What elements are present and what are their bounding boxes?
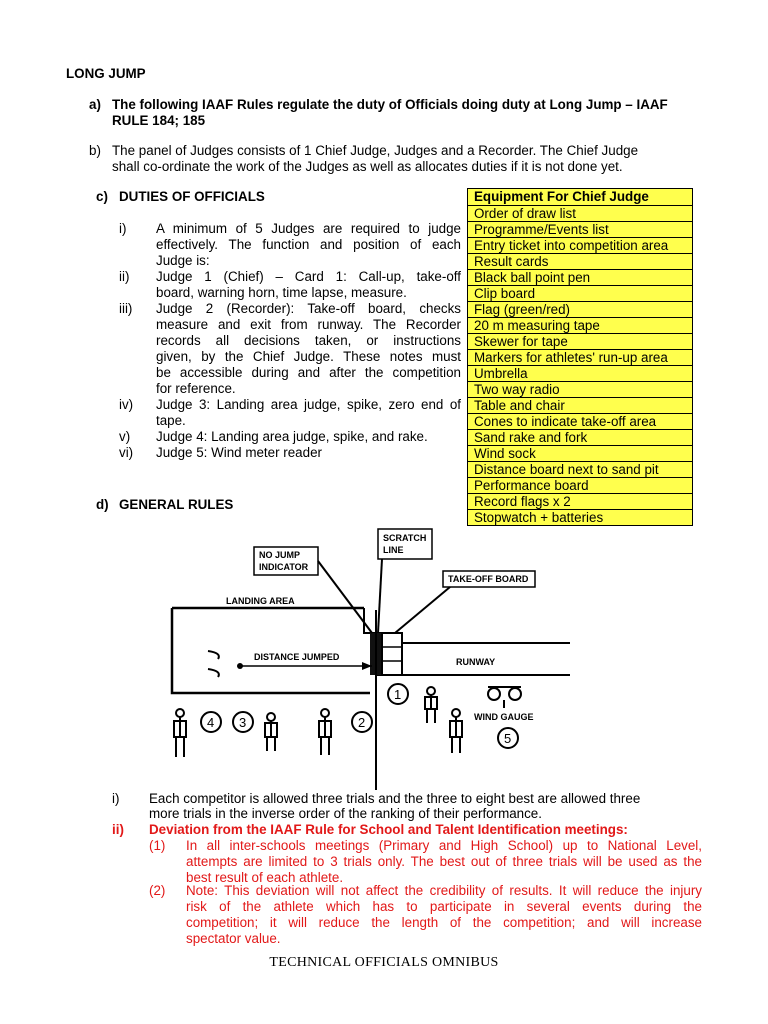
- duty-item-number: i): [119, 221, 127, 236]
- landing-pit-outline: [172, 608, 370, 693]
- rule-1-line2: more trials in the inverse order of the ranking of their performance.: [149, 806, 542, 821]
- section-d-marker: d): [96, 497, 109, 512]
- label-no-jump-2: INDICATOR: [259, 562, 309, 572]
- pointer-takeoff: [395, 587, 450, 633]
- duty-item: [119, 221, 461, 269]
- label-distance: DISTANCE JUMPED: [254, 652, 340, 662]
- duty-item-line: given, by the Chief Judge. These notes must: [156, 349, 461, 364]
- duty-item-line: Judge 1 (Chief) – Card 1: Call-up, take-off: [156, 269, 461, 284]
- duties-list: [119, 221, 461, 461]
- rule-2-heading: Deviation from the IAAF Rule for School and Talent Identification meetings:: [149, 822, 628, 837]
- page-footer: TECHNICAL OFFICIALS OMNIBUS: [269, 955, 499, 970]
- long-jump-field-diagram: [150, 525, 570, 790]
- label-scratch-2: LINE: [383, 545, 404, 555]
- section-a-marker: a): [89, 97, 101, 112]
- equipment-item: Programme/Events list: [468, 222, 693, 238]
- label-scratch-1: SCRATCH: [383, 533, 427, 543]
- sub-rule-line: In all inter-schools meetings (Primary and High School) up to National Level,: [186, 838, 702, 853]
- equipment-item: Clip board: [468, 286, 693, 302]
- section-d-heading: GENERAL RULES: [119, 497, 234, 512]
- equipment-table: [467, 188, 693, 526]
- duty-item-line: A minimum of 5 Judges are required to judge: [156, 221, 461, 236]
- equipment-item: Order of draw list: [468, 206, 693, 222]
- duty-item: [119, 429, 461, 445]
- sub-rule-1-text: [186, 838, 702, 886]
- judge-2-number: 2: [358, 715, 366, 730]
- equipment-item: Sand rake and fork: [468, 430, 693, 446]
- sub-rule-line: attempts are limited to 3 trials only. The best out of three trials will be used as the: [186, 854, 702, 869]
- equipment-item: Umbrella: [468, 366, 693, 382]
- duty-item-line: Judge is:: [156, 253, 210, 268]
- equipment-item: Wind sock: [468, 446, 693, 462]
- equipment-item: Table and chair: [468, 398, 693, 414]
- equipment-item: Distance board next to sand pit: [468, 462, 693, 478]
- equipment-item: Stopwatch + batteries: [468, 510, 693, 526]
- equipment-item: Skewer for tape: [468, 334, 693, 350]
- duty-item-line: effectively. The function and position of each: [156, 237, 461, 252]
- rule-1-line1: Each competitor is allowed three trials and the three to eight best are allowed three: [149, 791, 641, 806]
- label-landing-area: LANDING AREA: [226, 596, 295, 606]
- pointer-no-jump: [318, 561, 372, 633]
- sub-rule-2-number: (2): [149, 883, 166, 898]
- equipment-item: Flag (green/red): [468, 302, 693, 318]
- judge-1-number: 1: [394, 687, 402, 702]
- equipment-item: Black ball point pen: [468, 270, 693, 286]
- equipment-item: Cones to indicate take-off area: [468, 414, 693, 430]
- section-b-marker: b): [89, 143, 101, 158]
- duty-item-line: board, warning horn, time lapse, measure.: [156, 285, 407, 300]
- duty-item: [119, 269, 461, 301]
- equipment-item: 20 m measuring tape: [468, 318, 693, 334]
- sub-rule-1-number: (1): [149, 838, 166, 853]
- duty-item-number: v): [119, 429, 131, 444]
- equipment-item: Markers for athletes' run-up area: [468, 350, 693, 366]
- judge-5-number: 5: [504, 731, 512, 746]
- section-c-marker: c): [96, 189, 108, 204]
- sub-rule-line: Note: This deviation will not affect the credibility of results. It will reduce the injury: [186, 883, 702, 898]
- sub-rule-line: risk of the athlete which has to participate in several events during the: [186, 899, 702, 914]
- rule-1-number: i): [112, 791, 120, 806]
- duty-item-number: ii): [119, 269, 130, 284]
- sub-rule-line: best result of each athlete.: [186, 870, 344, 885]
- duty-item-number: iii): [119, 301, 133, 316]
- duty-item-line: Judge 5: Wind meter reader: [156, 445, 322, 460]
- duty-item-number: vi): [119, 445, 134, 460]
- duty-item-line: for reference.: [156, 381, 236, 396]
- equipment-item: Two way radio: [468, 382, 693, 398]
- duty-item-number: iv): [119, 397, 134, 412]
- label-wind-gauge: WIND GAUGE: [474, 712, 534, 722]
- judge-4-number: 4: [207, 715, 215, 730]
- equipment-header: Equipment For Chief Judge: [468, 189, 693, 206]
- duty-item-line: Judge 4: Landing area judge, spike, and rake.: [156, 429, 428, 444]
- duty-item-line: Judge 2 (Recorder): Take-off board, checks: [156, 301, 461, 316]
- duty-item-line: measure and exit from runway. The Recorder: [156, 317, 461, 332]
- section-a-line2: RULE 184; 185: [112, 113, 206, 128]
- judge-3-number: 3: [239, 715, 247, 730]
- duty-item-line: be accessible during and after the competition: [156, 365, 461, 380]
- pointer-scratch: [378, 559, 382, 633]
- sub-rule-line: competition; it will reduce the length of the competition; and will increase: [186, 915, 702, 930]
- label-takeoff: TAKE-OFF BOARD: [448, 574, 529, 584]
- equipment-item: Performance board: [468, 478, 693, 494]
- equipment-item: Result cards: [468, 254, 693, 270]
- duty-item-line: tape.: [156, 413, 186, 428]
- duty-item-line: records all decisions taken, or instructions: [156, 333, 461, 348]
- equipment-item: Entry ticket into competition area: [468, 238, 693, 254]
- duty-item: [119, 397, 461, 429]
- take-off-board: [382, 633, 402, 675]
- section-c-heading: DUTIES OF OFFICIALS: [119, 189, 265, 204]
- section-a-line1: The following IAAF Rules regulate the duty of Officials doing duty at Long Jump – IAAF: [112, 97, 668, 112]
- duty-item: [119, 445, 461, 461]
- section-b-line1: The panel of Judges consists of 1 Chief Judge, Judges and a Recorder. The Chief Judge: [112, 143, 639, 158]
- duty-item: [119, 301, 461, 397]
- section-b-line2: shall co-ordinate the work of the Judges as well as allocates duties if it is not done yet.: [112, 159, 623, 174]
- duty-item-line: Judge 3: Landing area judge, spike, zero end of: [156, 397, 461, 412]
- label-runway: RUNWAY: [456, 657, 496, 667]
- wind-gauge-icon: [488, 687, 521, 708]
- footprints: [208, 651, 219, 677]
- equipment-item: Record flags x 2: [468, 494, 693, 510]
- landing-mark: [237, 663, 243, 669]
- sub-rule-line: spectator value.: [186, 931, 281, 946]
- rule-2-number: ii): [112, 822, 124, 837]
- sub-rule-2-text: [186, 883, 702, 947]
- page-title: LONG JUMP: [66, 66, 146, 81]
- label-no-jump-1: NO JUMP: [259, 550, 301, 560]
